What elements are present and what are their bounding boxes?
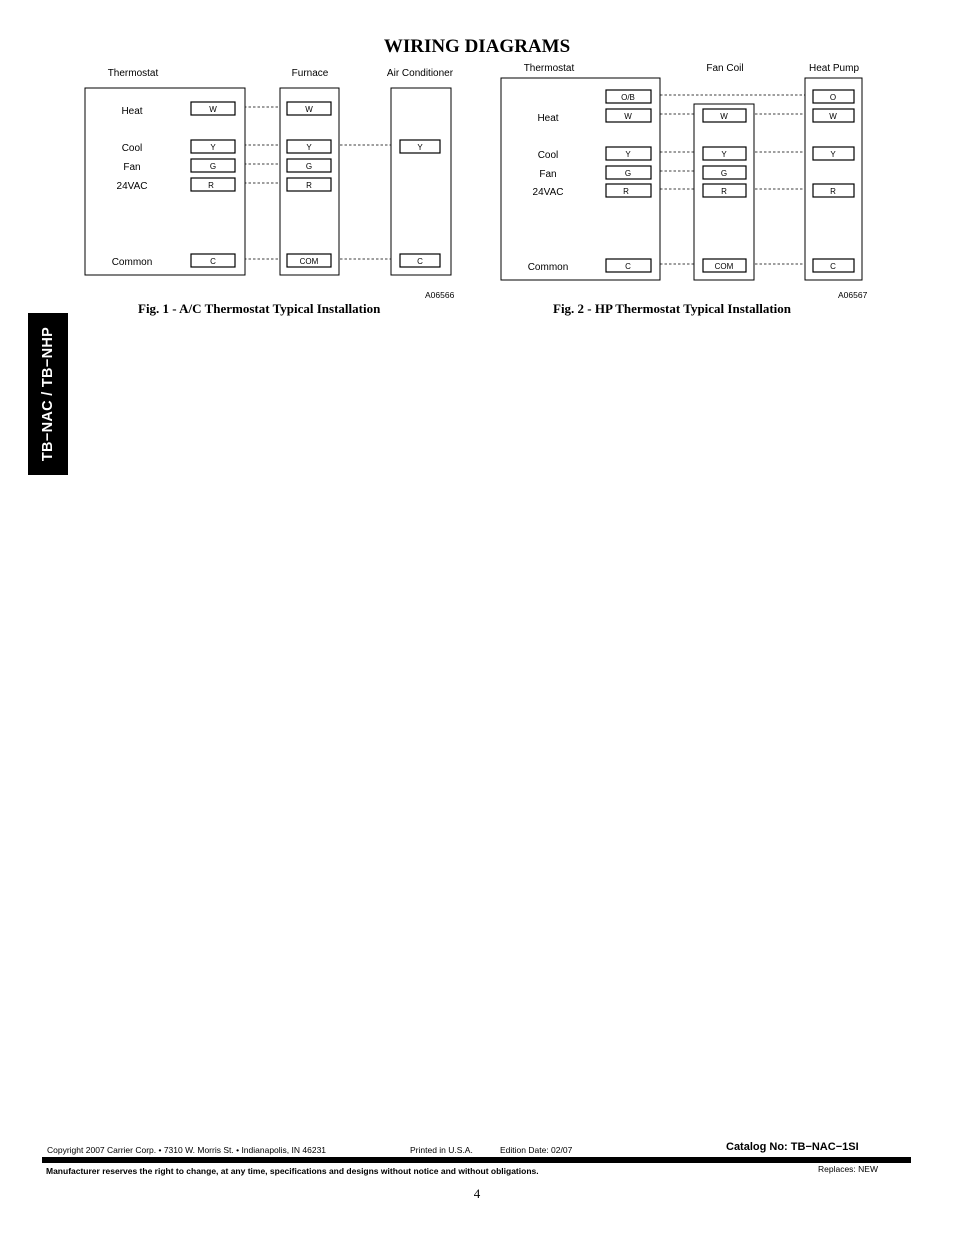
footer-disclaimer: Manufacturer reserves the right to change, at any time, specifications and designs without notice and without obligations.: [46, 1166, 539, 1176]
fig2-fancoil-terminal-y: Y: [721, 150, 727, 159]
fig1-24vac-label: 24VAC: [116, 181, 148, 192]
fig1-furnace-terminal-g: G: [305, 162, 313, 171]
fig1-common-label: Common: [111, 257, 153, 268]
fig1-thermostat-label: Thermostat: [107, 68, 159, 79]
fig2-thermostat-terminal-g: G: [624, 169, 632, 178]
page-title: WIRING DIAGRAMS: [383, 36, 571, 57]
fig2-heatpump-terminal-r: R: [830, 187, 836, 196]
fig2-heatpump-terminal-w: W: [829, 112, 837, 121]
footer-catalog: Catalog No: TB−NAC−1SI: [726, 1141, 859, 1153]
footer-printed: Printed in U.S.A.: [410, 1145, 473, 1155]
fig2-caption: Fig. 2 ‐ HP Thermostat Typical Installation: [553, 301, 791, 316]
fig2-code: A06567: [838, 290, 868, 300]
fig1-thermostat-terminal-w: W: [209, 105, 217, 114]
fig1-thermostat-terminal-g: G: [209, 162, 217, 171]
figure-1-diagram: [0, 0, 954, 325]
side-tab: [28, 313, 68, 475]
fig2-thermostat-terminal-w: W: [624, 112, 632, 121]
fig1-furnace-terminal-y: Y: [306, 143, 312, 152]
fig2-fan-label: Fan: [539, 169, 557, 180]
fig2-24vac-label: 24VAC: [532, 187, 564, 198]
fig2-heat-label: Heat: [537, 113, 559, 124]
fig1-heat-label: Heat: [121, 106, 143, 117]
fig2-heatpump-terminal-y: Y: [830, 150, 836, 159]
fig2-heatpump-terminal-o: O: [829, 93, 837, 102]
fig1-code: A06566: [425, 290, 455, 300]
fig1-ac-terminal-c: C: [417, 257, 423, 266]
fig1-furnace-terminal-com: COM: [299, 257, 319, 266]
fig1-ac-label: Air Conditioner: [386, 68, 454, 79]
fig2-common-label: Common: [527, 262, 569, 273]
fig1-furnace-label: Furnace: [291, 68, 329, 79]
fig2-fancoil-terminal-com: COM: [714, 262, 734, 271]
fig2-heatpump-box: [805, 78, 862, 280]
fig1-thermostat-terminal-c: C: [210, 257, 216, 266]
fig1-fan-label: Fan: [123, 162, 141, 173]
fig2-thermostat-terminal-r: R: [623, 187, 629, 196]
fig2-cool-label: Cool: [537, 150, 559, 161]
fig1-ac-box: [391, 88, 451, 275]
footer-edition: Edition Date: 02/07: [500, 1145, 573, 1155]
fig2-fancoil-label: Fan Coil: [706, 63, 744, 74]
fig1-caption: Fig. 1 ‐ A/C Thermostat Typical Installation: [138, 301, 381, 316]
fig2-thermostat-terminal-ob: O/B: [621, 93, 635, 102]
fig2-heatpump-terminal-c: C: [830, 262, 836, 271]
fig1-furnace-terminal-w: W: [305, 105, 313, 114]
fig2-fancoil-terminal-r: R: [721, 187, 727, 196]
page-number: 4: [473, 1186, 481, 1201]
fig1-furnace-terminal-r: R: [306, 181, 312, 190]
footer-replaces: Replaces: NEW: [818, 1164, 878, 1174]
fig2-thermostat-label: Thermostat: [523, 63, 575, 74]
fig2-fancoil-terminal-w: W: [720, 112, 728, 121]
fig1-thermostat-terminal-r: R: [208, 181, 214, 190]
fig1-cool-label: Cool: [121, 143, 143, 154]
fig2-thermostat-terminal-y: Y: [625, 150, 631, 159]
fig1-thermostat-terminal-y: Y: [210, 143, 216, 152]
side-tab-label: TB−NAC / TB−NHP: [40, 326, 56, 462]
footer-rule: [42, 1157, 911, 1163]
fig2-fancoil-terminal-g: G: [720, 169, 728, 178]
fig1-ac-terminal-y: Y: [417, 143, 423, 152]
fig2-heatpump-label: Heat Pump: [808, 63, 860, 74]
footer-copyright: Copyright 2007 Carrier Corp. • 7310 W. Morris St. • Indianapolis, IN 46231: [47, 1145, 327, 1155]
fig2-thermostat-terminal-c: C: [625, 262, 631, 271]
